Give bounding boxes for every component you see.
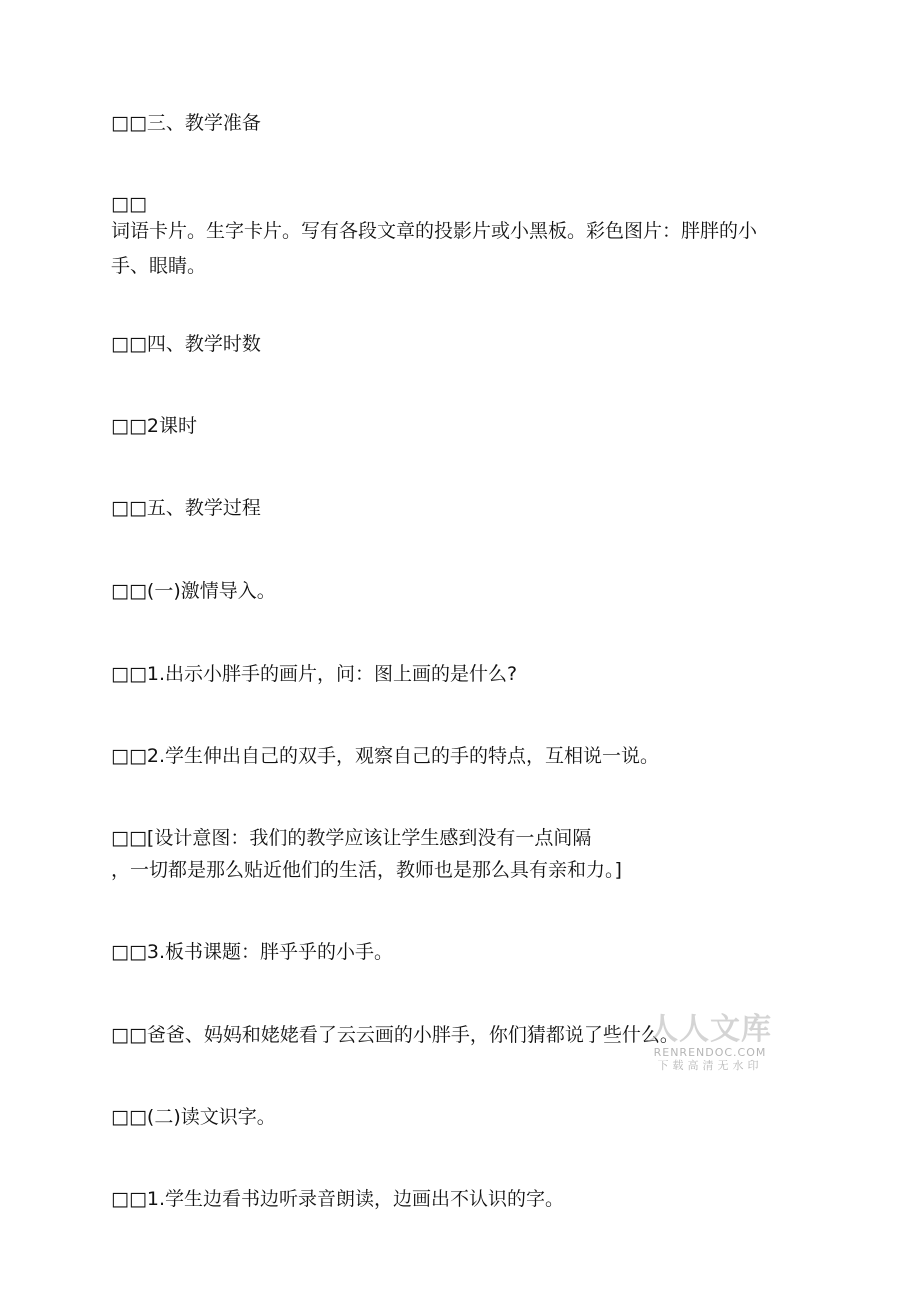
step-3: □□3.板书课题：胖乎乎的小手。: [111, 941, 394, 963]
reading-step-1: □□1.学生边看书边听录音朗读，边画出不认识的字。: [111, 1188, 565, 1210]
step-1: □□1.出示小胖手的画片，问：图上画的是什么?: [111, 663, 518, 685]
step-2: □□2.学生伸出自己的双手，观察自己的手的特点，互相说一说。: [111, 745, 660, 767]
paragraph-materials-line2: 手、眼睛。: [111, 255, 207, 277]
watermark-url: RENRENDOC.COM: [653, 1046, 767, 1059]
section-heading-periods: □□四、教学时数: [111, 333, 261, 355]
watermark-tagline: 下载高清无水印: [657, 1059, 763, 1072]
section-heading-preparation: □□三、教学准备: [111, 112, 261, 134]
subsection-intro: □□(一)激情导入。: [111, 580, 276, 602]
paragraph-question: □□爸爸、妈妈和姥姥看了云云画的小胖手，你们猜都说了些什么。: [111, 1024, 679, 1046]
watermark-logo-text: 人人文库: [648, 1012, 772, 1047]
paragraph-indent: □□: [111, 193, 147, 215]
design-intent-line2: ，一切都是那么贴近他们的生活，教师也是那么具有亲和力。]: [111, 859, 622, 881]
subsection-reading: □□(二)读文识字。: [111, 1106, 276, 1128]
design-intent-line1: □□[设计意图：我们的教学应该让学生感到没有一点间隔: [111, 827, 592, 849]
paragraph-materials-line1: 词语卡片。生字卡片。写有各段文章的投影片或小黑板。彩色图片：胖胖的小: [111, 220, 758, 242]
paragraph-periods: □□2课时: [111, 415, 197, 437]
section-heading-process: □□五、教学过程: [111, 497, 261, 519]
